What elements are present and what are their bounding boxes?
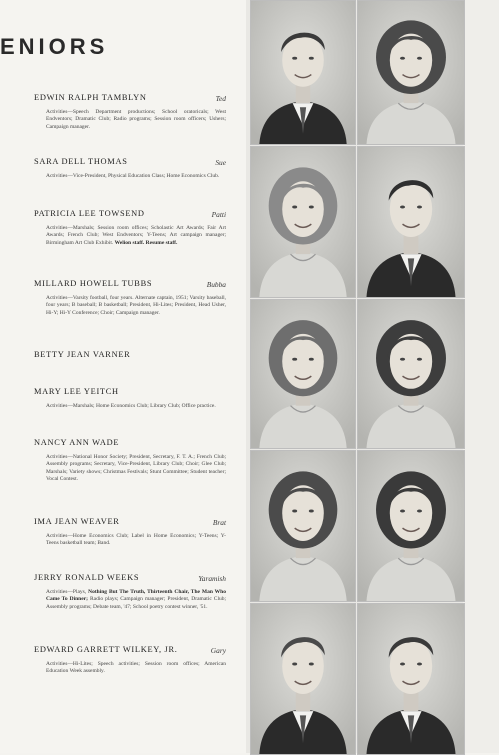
senior-activities: Activities—Speech Department productions; School oratoricals; West Endventors; Dramatic Club; Radio programs; Session room officers; Ushers; Campaign manager. bbox=[46, 109, 226, 130]
senior-entry bbox=[34, 350, 226, 362]
senior-activities: Activities—Marshals; Home Economics Club; Library Club; Office practice. bbox=[46, 403, 216, 409]
senior-nickname: Ted bbox=[215, 94, 226, 103]
senior-entry bbox=[34, 209, 226, 247]
senior-activities: Activities—National Honor Society; President, Secretary, F. T. A.; French Club; Assembly programs; Secretary, Vice-President, Library Club; Choir; Glee Club; Marshals; Variety shows; Christmas Festivals; Stunt Committee; Student teacher; Vocal Contest. bbox=[46, 454, 226, 482]
portrait-image bbox=[251, 451, 355, 601]
portrait-image bbox=[358, 300, 464, 448]
senior-name: EDWIN RALPH TAMBLYN bbox=[34, 93, 147, 102]
portrait-photo bbox=[357, 0, 465, 145]
senior-activities: Activities—Hi-Lites; Speech activities; Session room offices; American Education Week assembly. bbox=[46, 661, 226, 675]
senior-name: MILLARD HOWELL TUBBS bbox=[34, 279, 153, 288]
senior-name: PATRICIA LEE TOWSEND bbox=[34, 209, 145, 218]
senior-entry bbox=[34, 279, 226, 317]
senior-nickname: Patti bbox=[211, 210, 226, 219]
page-gutter bbox=[463, 0, 499, 753]
portrait-image bbox=[251, 147, 355, 297]
portrait-photo bbox=[250, 146, 356, 298]
senior-nickname: Yaramish bbox=[198, 574, 226, 583]
senior-entry bbox=[34, 93, 226, 131]
portrait-image bbox=[358, 451, 464, 601]
senior-name: JERRY RONALD WEEKS bbox=[34, 573, 140, 582]
section-title: ENIORS bbox=[0, 34, 109, 59]
senior-entry bbox=[34, 517, 226, 548]
senior-name: MARY LEE YEITCH bbox=[34, 387, 119, 396]
portrait-photo bbox=[357, 603, 465, 755]
senior-activities: Activities—Plays, Nothing But The Truth, Thirteenth Chair, The Man Who Came To Dinner; Radio plays; Campaign manager; President, Dramatic Club; Assembly programs; Debate team, '47; School poetry contest winner, '51. bbox=[46, 589, 227, 610]
portrait-image bbox=[251, 604, 355, 754]
senior-activities: Activities—Home Economics Club; Label in Home Economics; Y-Teens; Y-Teens basketball team; Band. bbox=[46, 533, 226, 547]
senior-nickname: Sue bbox=[215, 158, 226, 167]
senior-activities: Activities—Marshals; Session room offices; Scholastic Art Awards; Fair Art Awards; French Club; West Endventors; Y-Teens; Art campaign manager; Birmingham Art Club Exhibit. Welion staff. Resume staff. bbox=[46, 225, 226, 246]
senior-name: EDWARD GARRETT WILKEY, JR. bbox=[34, 645, 178, 654]
senior-entry bbox=[34, 645, 226, 676]
senior-entry bbox=[34, 157, 226, 180]
portrait-image bbox=[358, 147, 464, 297]
portrait-photo bbox=[250, 0, 356, 145]
senior-entry bbox=[34, 387, 226, 410]
portrait-photo bbox=[357, 146, 465, 298]
portrait-photo bbox=[357, 299, 465, 449]
senior-name: BETTY JEAN VARNER bbox=[34, 350, 131, 359]
senior-entry bbox=[34, 438, 226, 483]
senior-activities: Activities—Varsity football, four years. Alternate captain, 1951; Varsity baseball, four years; B baseball; B basketball; President, Hi-Lites; President, Head Usher, Hi-Y; Hi-Y Conference; Choir; Campaign manager. bbox=[46, 295, 226, 316]
senior-nickname: Brat bbox=[212, 518, 226, 527]
portrait-image bbox=[358, 1, 464, 144]
senior-name: IMA JEAN WEAVER bbox=[34, 517, 120, 526]
portrait-photo bbox=[357, 450, 465, 602]
senior-name: SARA DELL THOMAS bbox=[34, 157, 128, 166]
portrait-image bbox=[251, 300, 355, 448]
senior-name: NANCY ANN WADE bbox=[34, 438, 120, 447]
senior-nickname: Bubba bbox=[206, 280, 226, 289]
portrait-photo bbox=[250, 603, 356, 755]
portrait-photo bbox=[250, 299, 356, 449]
portrait-photo bbox=[250, 450, 356, 602]
senior-activities: Activities—Vice-President, Physical Education Class; Home Economics Club. bbox=[46, 173, 220, 179]
portrait-image bbox=[358, 604, 464, 754]
portrait-image bbox=[251, 1, 355, 144]
senior-entry bbox=[34, 573, 226, 611]
senior-nickname: Gary bbox=[210, 646, 226, 655]
